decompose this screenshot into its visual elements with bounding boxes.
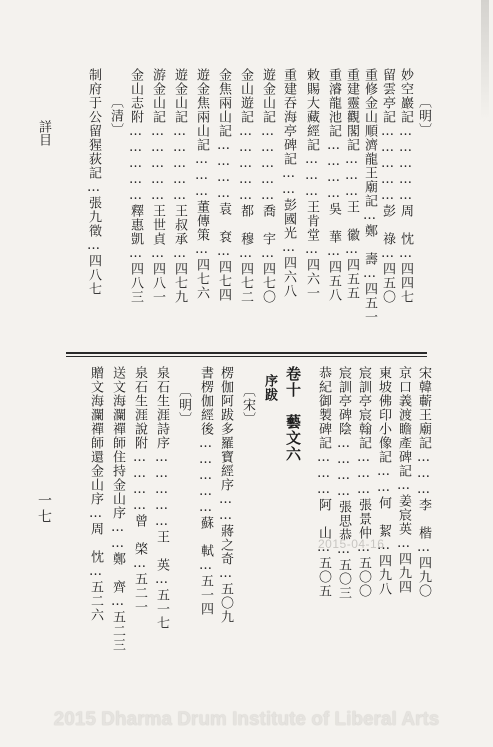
toc-entry: 宸訓亭碑陰…………張思恭…五〇三 xyxy=(336,366,351,600)
running-title: 詳目 xyxy=(36,120,51,146)
section-title-preface: 序跋 xyxy=(262,374,277,402)
page-number: 一七 xyxy=(36,493,52,525)
section-header-ming: 〔明〕 xyxy=(416,95,431,137)
toc-entry: 贈文海瀾禪師還金山序…周 忱…五二六 xyxy=(88,366,103,622)
divider-rule xyxy=(66,352,427,354)
toc-entry: 金焦兩山記…………袁 袞…四七四 xyxy=(216,68,231,302)
page-edge-shadow xyxy=(481,0,489,120)
toc-entry: 泉石生涯說附…………曾 棨…五二一 xyxy=(132,366,147,614)
toc-entry: 游金山記……………王世貞…四八一 xyxy=(150,68,165,304)
toc-entry: 留雲亭記……………彭 祿…四五〇 xyxy=(380,68,395,304)
toc-entry: 妙空巖記……………周 忱…四四七 xyxy=(398,68,413,304)
toc-entry: 重建靈觀閣記………王 徽…四五五 xyxy=(344,68,359,300)
section-header-ming: 〔明〕 xyxy=(176,384,191,426)
section-header-song: 〔宋〕 xyxy=(240,384,255,426)
toc-entry: 書楞伽經後……………蘇 軾…五一四 xyxy=(198,366,213,616)
toc-entry: 重修金山順濟龍王廟記…鄭 壽…四五一 xyxy=(362,68,377,324)
toc-entry: 宋韓蘄王廟記………李 楷…四九〇 xyxy=(416,366,431,598)
toc-entry: 京口義渡瞻產碑記…姜宸英…四九四 xyxy=(396,366,411,594)
toc-entry: 遊金焦兩山記………董傳策…四七六 xyxy=(194,68,209,300)
toc-entry: 東坡佛印小像記……何 絜…四九八 xyxy=(376,366,391,596)
date-stamp: 2015-04-16 xyxy=(318,537,385,551)
toc-entry: 重濬龍池記…………吳 華…四五八 xyxy=(326,68,341,302)
toc-entry: 宸訓亭宸翰記………張景仲…五〇〇 xyxy=(356,366,371,598)
toc-entry: 楞伽阿跋多羅寶經序……蔣之奇…五〇九 xyxy=(218,366,233,624)
toc-entry: 敕賜大藏經記………王肯堂…四六一 xyxy=(304,68,319,300)
toc-entry: 遊金山記……………喬 宇…四七〇 xyxy=(260,68,275,304)
toc-entry: 制府于公留猩荻記…張九徵…四八七 xyxy=(86,68,101,296)
footer-watermark: 2015 Dharma Drum Institute of Liberal Arts xyxy=(53,709,440,730)
toc-entry: 金山遊記……………都 穆…四七二 xyxy=(238,68,253,304)
toc-entry: 遊金山記……………王叔承…四七九 xyxy=(172,68,187,304)
section-header-qing: 〔清〕 xyxy=(108,95,123,137)
toc-entry: 重建吞海亭碑記……彭國光…四六八 xyxy=(281,68,296,298)
toc-entry: 恭紀御製碑記………阿 山…五〇五 xyxy=(316,366,331,598)
toc-entry: 金山志附……………釋惠凱…四八三 xyxy=(128,68,143,304)
divider-rule-thin xyxy=(66,356,427,357)
toc-entry: 泉石生涯詩序……………王 英…五一七 xyxy=(154,366,169,630)
toc-entry: 送文海瀾禪師住持金山序……鄭 齊…五二三 xyxy=(110,366,125,652)
volume-title: 卷十 藝文六 xyxy=(284,366,302,462)
